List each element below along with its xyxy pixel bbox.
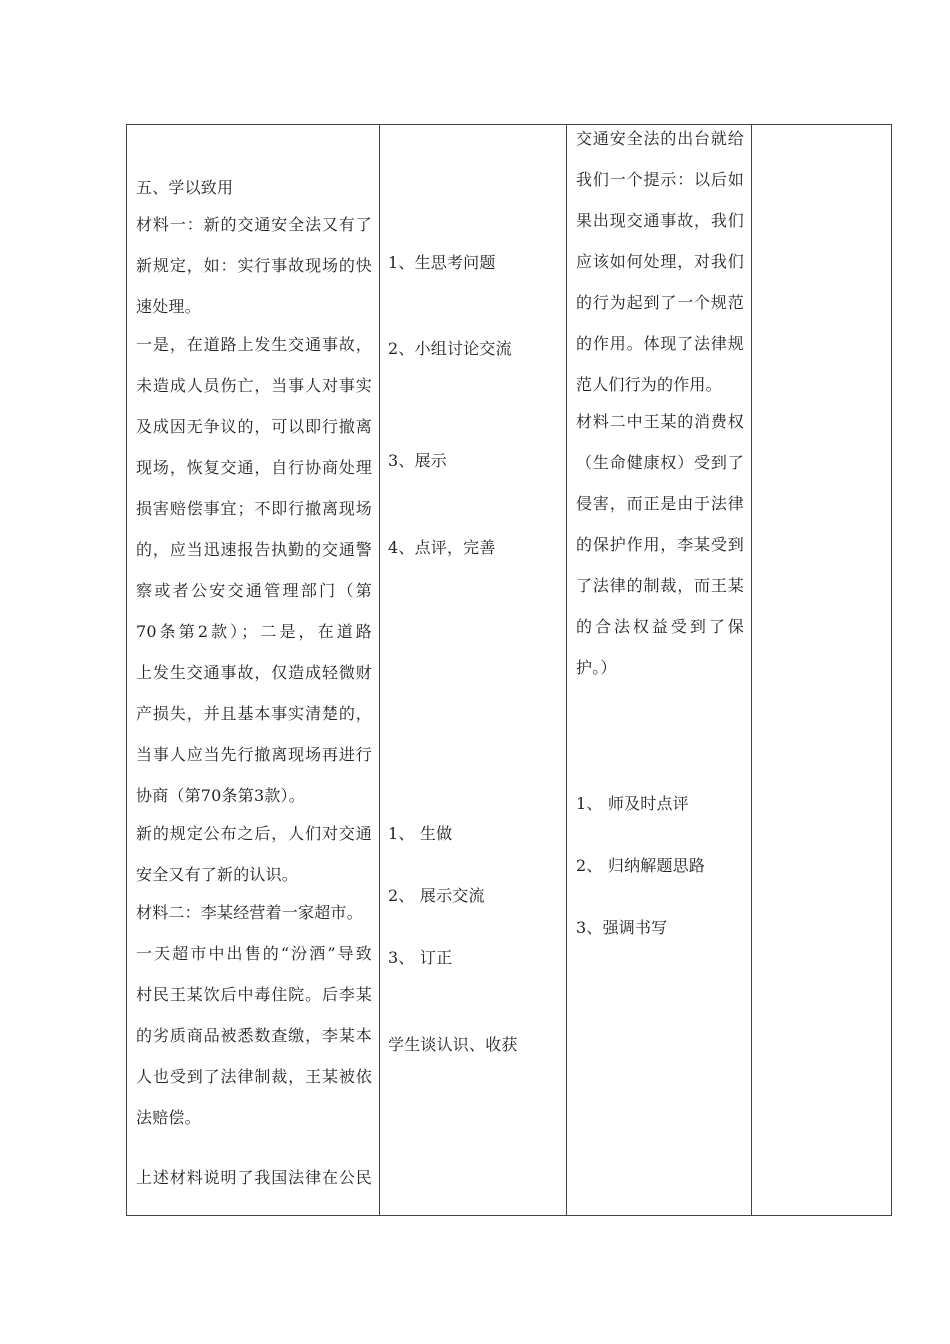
note-line: 的行为起到了一个规范 xyxy=(576,293,744,312)
content-line: 新规定，如：实行事故现场的快 xyxy=(136,256,372,275)
content-line: 安全又有了新的认识。 xyxy=(136,865,299,884)
content-line: 一是，在道路上发生交通事故， xyxy=(136,335,372,354)
content-line: 未造成人员伤亡，当事人对事实 xyxy=(136,376,372,395)
note-line: 2、 归纳解题思路 xyxy=(576,856,706,875)
note-line: 应该如何处理，对我们 xyxy=(576,252,744,271)
content-line: 法赔偿。 xyxy=(136,1108,201,1127)
activity-item: 2、 展示交流 xyxy=(388,886,485,905)
content-line: 现场，恢复交通，自行协商处理 xyxy=(136,458,372,477)
content-line: 的，应当迅速报告执勤的交通警 xyxy=(136,540,372,559)
note-line: 的合法权益受到了保 xyxy=(576,617,744,636)
content-line: 产损失，并且基本事实清楚的， xyxy=(136,704,372,723)
content-line: 速处理。 xyxy=(136,297,201,316)
content-line: 当事人应当先行撤离现场再进行 xyxy=(136,745,372,764)
content-line: 的劣质商品被悉数查缴，李某本 xyxy=(136,1026,372,1045)
note-line: 的保护作用，李某受到 xyxy=(576,535,744,554)
activity-item: 1、 生做 xyxy=(388,824,453,843)
note-line: 果出现交通事故，我们 xyxy=(576,211,744,230)
note-line: 侵害，而正是由于法律 xyxy=(576,494,744,513)
note-line: 我们一个提示：以后如 xyxy=(576,170,744,189)
activity-item: 1、生思考问题 xyxy=(388,253,496,272)
activity-item: 3、 订正 xyxy=(388,948,453,967)
content-line: 村民王某饮后中毒住院。后李某 xyxy=(136,985,372,1004)
note-line: 1、 师及时点评 xyxy=(576,794,689,813)
note-line: 护。） xyxy=(576,658,617,677)
content-line: 上述材料说明了我国法律在公民 xyxy=(136,1168,372,1187)
note-line: 3、强调书写 xyxy=(576,918,668,937)
content-line: 新的规定公布之后，人们对交通 xyxy=(136,824,372,843)
content-line: 一天超市中出售的“汾酒”导致 xyxy=(136,944,372,963)
content-line: 损害赔偿事宜；不即行撤离现场 xyxy=(136,499,372,518)
content-line: 察或者公安交通管理部门（第 xyxy=(136,581,372,600)
column-divider-3 xyxy=(751,125,752,1215)
note-line: （生命健康权）受到了 xyxy=(576,453,744,472)
content-line: 上发生交通事故，仅造成轻微财 xyxy=(136,663,372,682)
content-line: 材料一：新的交通安全法又有了 xyxy=(136,215,372,234)
content-line: 人也受到了法律制裁，王某被依 xyxy=(136,1067,372,1086)
column-divider-1 xyxy=(379,125,380,1215)
lesson-plan-table xyxy=(126,124,892,1216)
content-line: 协商（第70条第3款）。 xyxy=(136,786,305,805)
column-divider-2 xyxy=(566,125,567,1215)
note-line: 交通安全法的出台就给 xyxy=(576,129,744,148)
activity-item: 4、点评，完善 xyxy=(388,538,496,557)
activity-item: 3、展示 xyxy=(388,451,447,470)
note-line: 材料二中王某的消费权 xyxy=(576,412,744,431)
section-heading: 五、学以致用 xyxy=(136,178,234,197)
activity-item: 2、小组讨论交流 xyxy=(388,339,512,358)
content-line: 70条第2款）；二是，在道路 xyxy=(136,622,372,641)
note-line: 的作用。体现了法律规 xyxy=(576,334,744,353)
content-line: 材料二：李某经营着一家超市。 xyxy=(136,903,363,922)
content-line: 及成因无争议的，可以即行撤离 xyxy=(136,417,372,436)
activity-item: 学生谈认识、收获 xyxy=(388,1035,518,1054)
note-line: 范人们行为的作用。 xyxy=(576,375,722,394)
note-line: 了法律的制裁，而王某 xyxy=(576,576,744,595)
